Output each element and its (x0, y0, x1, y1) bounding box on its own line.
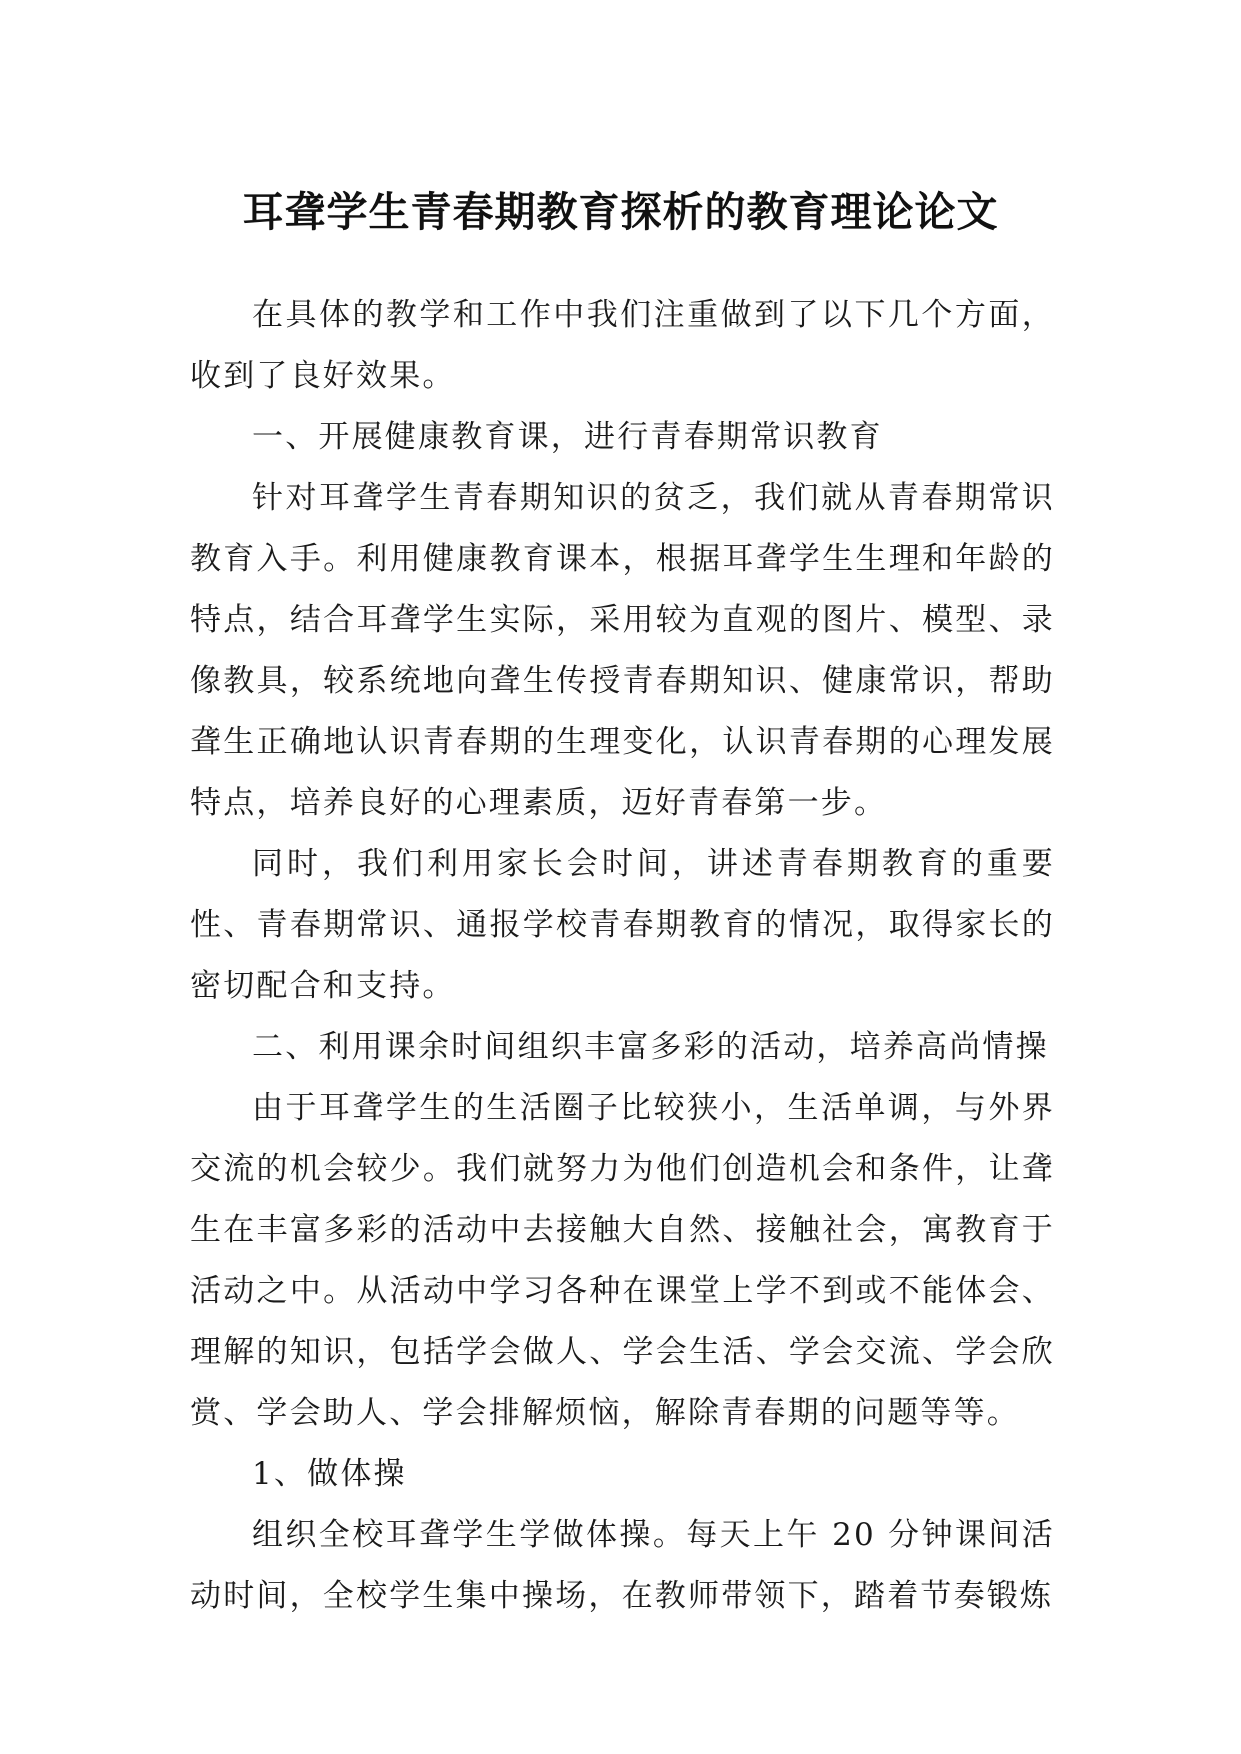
subsection-heading-1: 1、做体操 (252, 1456, 407, 1492)
document-title: 耳聋学生青春期教育探析的教育理论论文 (242, 188, 999, 237)
paragraph: 针对耳聋学生青春期知识的贫乏，我们就从青春期常识教育入手。利用健康教育课本，根据耳聋学生生理和年龄的特点，结合耳聋学生实际，采用较为直观的图片、模型、录像教具，较系统地向聋生传授青春期知识、健康常识，帮助聋生正确地认识青春期的生理变化，认识青春期的心理发展特点，培养良好的心理素质，迈好青春第一步。 (190, 480, 1055, 821)
paragraph-intro: 在具体的教学和工作中我们注重做到了以下几个方面，收到了良好效果。 (190, 297, 1055, 394)
section-heading-2: 二、利用课余时间组织丰富多彩的活动，培养高尚情操 (252, 1029, 1049, 1065)
document-body (190, 285, 1055, 1627)
paragraph: 组织全校耳聋学生学做体操。每天上午 20 分钟课间活动时间，全校学生集中操场，在教师带领下，踏着节奏锻炼 (190, 1517, 1055, 1614)
paragraph: 由于耳聋学生的生活圈子比较狭小，生活单调，与外界交流的机会较少。我们就努力为他们创造机会和条件，让聋生在丰富多彩的活动中去接触大自然、接触社会，寓教育于活动之中。从活动中学习各种在课堂上学不到或不能体会、理解的知识，包括学会做人、学会生活、学会交流、学会欣赏、学会助人、学会排解烦恼，解除青春期的问题等等。 (190, 1090, 1055, 1431)
paragraph: 同时，我们利用家长会时间，讲述青春期教育的重要性、青春期常识、通报学校青春期教育的情况，取得家长的密切配合和支持。 (190, 846, 1055, 1004)
section-heading-1: 一、开展健康教育课，进行青春期常识教育 (252, 419, 883, 455)
